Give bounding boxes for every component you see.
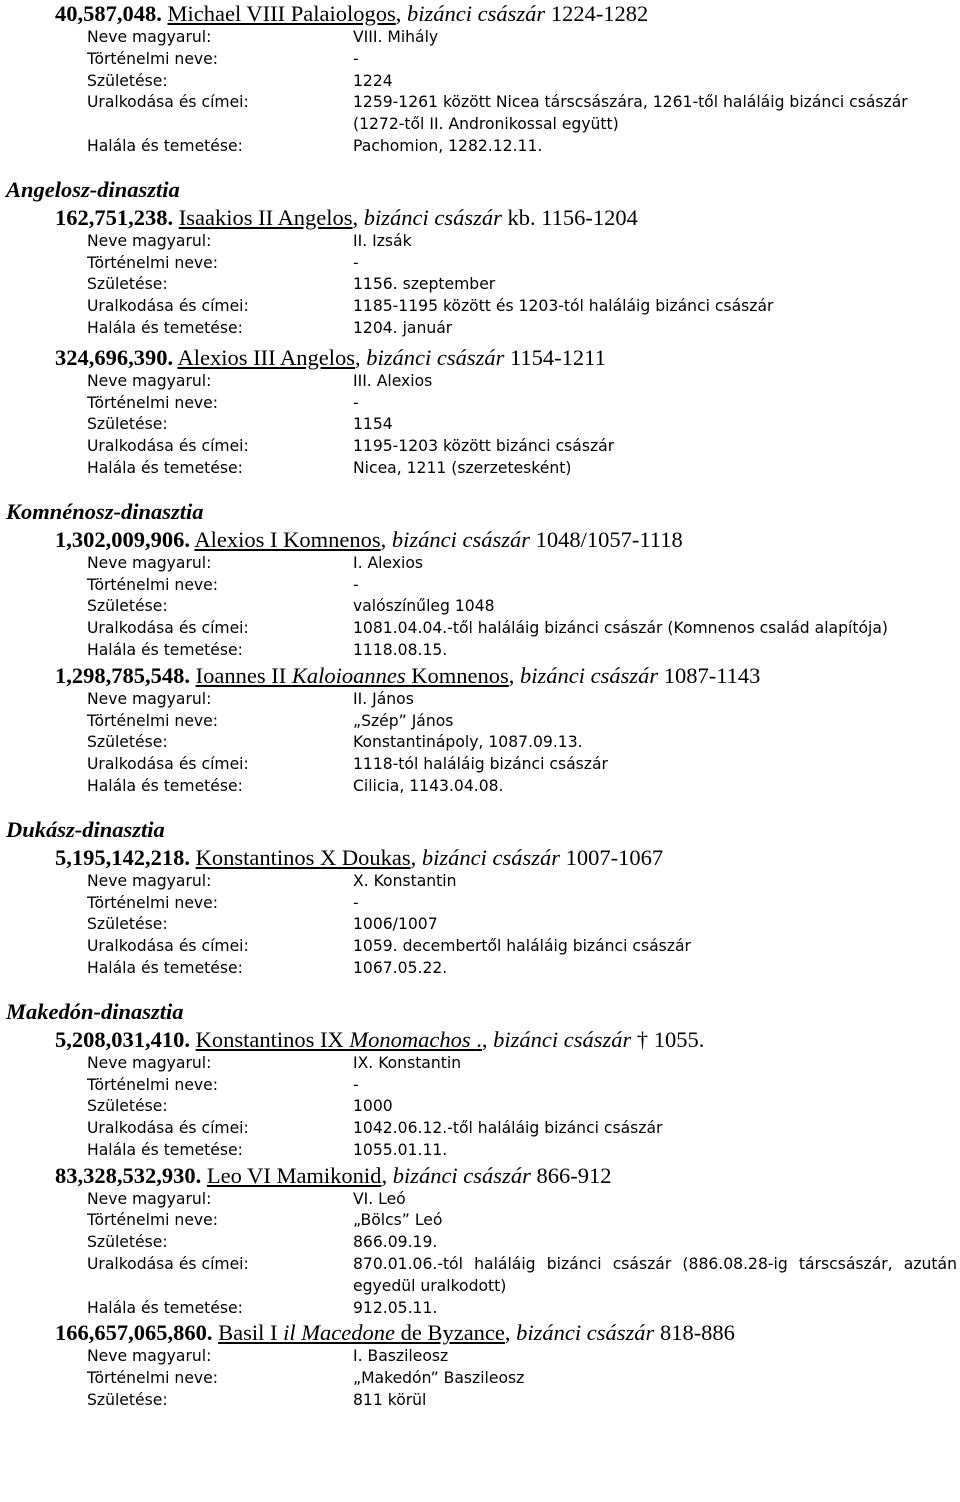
field-szuletese: [87, 1096, 957, 1118]
entry-heading: [55, 204, 960, 231]
field-value: II. János: [353, 689, 414, 708]
field-tortenelmi: [87, 575, 957, 597]
field-value: VIII. Mihály: [353, 28, 439, 46]
field-szuletese: [87, 914, 957, 936]
entry-name-link[interactable]: [218, 1320, 505, 1345]
entry-years: kb. 1156-1204: [501, 204, 638, 230]
field-neve: [87, 689, 957, 711]
field-label: Halála és temetése:: [87, 640, 243, 659]
field-label: Születése:: [87, 415, 168, 434]
entry-name-part: Komnenos: [411, 662, 509, 688]
field-label: Halála és temetése:: [87, 1140, 243, 1159]
entry-heading: [55, 0, 960, 27]
field-label: Neve magyarul:: [87, 1347, 212, 1366]
field-szuletese: [87, 1390, 957, 1412]
field-value: I. Alexios: [353, 553, 424, 572]
field-value: 1059. decembertől haláláig bizánci császár: [353, 937, 691, 956]
entry-name-part: Konstantinos IX: [195, 1026, 350, 1052]
field-label: Születése:: [87, 597, 168, 616]
entry-heading: [55, 662, 960, 689]
entry-name-link[interactable]: [196, 1027, 482, 1052]
entry-years: 1087-1143: [658, 662, 761, 688]
field-label: Történelmi neve:: [87, 575, 218, 594]
entry-separator: ,: [380, 526, 392, 552]
field-value: 866.09.19.: [353, 1233, 438, 1252]
field-value: 1118.08.15.: [353, 640, 448, 659]
field-label: Neve magyarul:: [87, 871, 212, 890]
field-label: Uralkodása és címei:: [87, 1119, 249, 1138]
field-szuletese: [87, 414, 957, 436]
field-label: Történelmi neve:: [87, 1369, 218, 1388]
entry-separator: ,: [352, 204, 364, 230]
dynasty-heading: Komnénosz-dinasztia: [6, 498, 204, 524]
field-uralkodasa: [87, 1118, 957, 1140]
entry-separator: ,: [508, 662, 520, 688]
field-label: Halála és temetése:: [87, 1298, 243, 1317]
field-halala: [87, 958, 957, 980]
field-label: Halála és temetése:: [87, 776, 243, 795]
entry-years: 866-912: [530, 1162, 612, 1188]
entry-number: 1,302,009,906.: [55, 526, 190, 552]
entry-heading: [55, 1162, 960, 1189]
field-value: -: [353, 49, 359, 68]
entry-name-part: .: [476, 1026, 482, 1052]
entry-title: bizánci császár: [366, 344, 505, 370]
field-halala: [87, 1140, 957, 1162]
field-halala: [87, 318, 957, 340]
field-label: Születése:: [87, 1391, 168, 1410]
field-label: Történelmi neve:: [87, 49, 218, 68]
dynasty-heading: Makedón-dinasztia: [6, 998, 184, 1024]
field-value: Cilicia, 1143.04.08.: [353, 776, 504, 795]
field-value: 1000: [353, 1097, 393, 1116]
dynasty-heading: Dukász-dinasztia: [6, 816, 165, 842]
field-value: -: [353, 253, 359, 272]
field-value: 811 körül: [353, 1391, 427, 1410]
field-value: IX. Konstantin: [353, 1053, 462, 1072]
field-value: II. Izsák: [353, 231, 412, 250]
field-label: Neve magyarul:: [87, 1053, 212, 1072]
field-label: Uralkodása és címei:: [87, 297, 249, 316]
field-label: Születése:: [87, 1097, 168, 1116]
entry-heading: [55, 1026, 960, 1053]
field-label: Történelmi neve:: [87, 1075, 218, 1094]
field-label: Neve magyarul:: [87, 1189, 212, 1208]
field-uralkodasa: [87, 436, 957, 458]
entry-years: 818-886: [654, 1320, 735, 1346]
field-value: 912.05.11.: [353, 1298, 438, 1317]
entry-number: 166,657,065,860.: [55, 1320, 213, 1346]
entry-name-part: de Byzance: [400, 1320, 505, 1346]
entry-years: 1048/1057-1118: [530, 526, 683, 552]
field-value: 1118-tól haláláig bizánci császár: [353, 755, 608, 774]
entry-separator: ,: [395, 1, 408, 26]
field-value: 1006/1007: [353, 915, 438, 934]
entry-number: 324,696,390.: [55, 344, 174, 370]
entry-name-part: Ioannes II: [195, 662, 292, 688]
field-tortenelmi: [87, 1368, 957, 1390]
entry-heading: [55, 844, 960, 871]
field-value: VI. Leó: [353, 1189, 406, 1208]
field-label: Születése:: [87, 915, 168, 934]
field-value: I. Baszileosz: [353, 1347, 449, 1366]
field-uralkodasa: [87, 1254, 957, 1298]
field-szuletese: [87, 71, 957, 93]
field-halala: [87, 458, 957, 480]
field-halala: [87, 1298, 957, 1320]
field-label: Halála és temetése:: [87, 958, 243, 977]
dynasty-heading: Angelosz-dinasztia: [6, 176, 180, 202]
field-label: Uralkodása és címei:: [87, 437, 249, 456]
field-szuletese: [87, 596, 957, 618]
field-value: 1055.01.11.: [353, 1140, 448, 1159]
field-label: Történelmi neve:: [87, 253, 218, 272]
entry-number: 1,298,785,548.: [55, 662, 190, 688]
field-tortenelmi: [87, 1075, 957, 1097]
entry-separator: ,: [481, 1026, 494, 1052]
entry-separator: ,: [410, 844, 422, 870]
entry-name-italic: il Macedone: [283, 1320, 401, 1346]
entry-name-link[interactable]: [196, 663, 509, 688]
field-label: Születése:: [87, 275, 168, 294]
field-label: Történelmi neve:: [87, 711, 218, 730]
entry-years: 1007-1067: [560, 844, 664, 870]
field-uralkodasa: [87, 936, 957, 958]
field-value: 1259-1261 között Nicea társcsászára, 1261-től haláláig bizánci császár (1272-től II. Andronikossal együtt): [353, 93, 908, 134]
field-value: -: [353, 1075, 359, 1094]
field-halala: [87, 136, 957, 158]
entry-name-italic: Kaloioannes: [291, 662, 412, 688]
entry-number: 162,751,238.: [55, 204, 174, 230]
field-neve: [87, 371, 957, 393]
field-uralkodasa: [87, 92, 957, 136]
field-uralkodasa: [87, 618, 957, 640]
field-label: Uralkodása és címei:: [87, 937, 249, 956]
field-neve: [87, 1053, 957, 1075]
field-value: 1204. január: [353, 318, 453, 337]
field-label: Neve magyarul:: [87, 553, 212, 572]
field-tortenelmi: [87, 253, 957, 275]
field-neve: [87, 871, 957, 893]
field-szuletese: [87, 732, 957, 754]
field-value: „Makedón” Baszileosz: [353, 1369, 525, 1388]
field-value: 1156. szeptember: [353, 275, 496, 294]
entry-name-link[interactable]: Michael VIII Palaiologos: [167, 1, 396, 26]
field-label: Neve magyarul:: [87, 371, 212, 390]
entry-name-italic: Monomachos: [349, 1026, 477, 1052]
field-value: Konstantinápoly, 1087.09.13.: [353, 733, 583, 752]
field-label: Uralkodása és címei:: [87, 1255, 249, 1274]
entry-title: bizánci császár: [519, 662, 659, 688]
field-tortenelmi: [87, 711, 957, 733]
field-label: Történelmi neve:: [87, 893, 218, 912]
field-label: Születése:: [87, 1233, 168, 1252]
field-label: Uralkodása és címei:: [87, 93, 249, 112]
field-value: -: [353, 393, 359, 412]
entry-name-link[interactable]: Alexios III Angelos: [177, 344, 355, 370]
field-value: valószínűleg 1048: [353, 597, 495, 616]
field-value: 1224: [353, 71, 393, 90]
field-label: Születése:: [87, 733, 168, 752]
entry-years: 1224-1282: [545, 1, 649, 26]
entry-title: bizánci császár: [392, 1162, 531, 1188]
entry-title: bizánci császár: [516, 1320, 655, 1346]
field-halala: [87, 776, 957, 798]
field-neve: [87, 1346, 957, 1368]
field-label: Történelmi neve:: [87, 1211, 218, 1230]
entry-title: bizánci császár: [391, 526, 531, 552]
field-value: III. Alexios: [353, 371, 433, 390]
entry-years: 1154-1211: [504, 344, 606, 370]
entry-years: † 1055.: [631, 1026, 705, 1052]
field-value: 1154: [353, 415, 393, 434]
field-value: -: [353, 893, 359, 912]
entry-heading: [55, 1319, 960, 1346]
entry-name-link[interactable]: Leo VI Mamikonid: [206, 1162, 382, 1188]
field-value: „Szép” János: [353, 711, 454, 730]
entry-title: bizánci császár: [421, 844, 561, 870]
entry-separator: ,: [355, 344, 367, 370]
field-uralkodasa: [87, 296, 957, 318]
field-neve: [87, 1189, 957, 1211]
field-value: 1067.05.22.: [353, 958, 448, 977]
entry-separator: ,: [504, 1320, 517, 1346]
field-label: Neve magyarul:: [87, 231, 212, 250]
field-neve: [87, 553, 957, 575]
entry-number: 5,195,142,218.: [55, 844, 190, 870]
field-value: 1081.04.04.-től haláláig bizánci császár (Komnenos család alapítója): [353, 619, 888, 638]
field-uralkodasa: [87, 754, 957, 776]
entry-title: bizánci császár: [363, 204, 502, 230]
field-label: Halála és temetése:: [87, 136, 243, 155]
field-tortenelmi: [87, 49, 957, 71]
field-value: „Bölcs” Leó: [353, 1211, 443, 1230]
entry-name-link[interactable]: Alexios I Komnenos: [194, 526, 381, 552]
entry-name-link[interactable]: Isaakios II Angelos: [178, 204, 353, 230]
entry-number: 40,587,048.: [55, 1, 162, 26]
entry-number: 5,208,031,410.: [55, 1026, 190, 1052]
field-neve: [87, 231, 957, 253]
field-label: Neve magyarul:: [87, 28, 212, 46]
field-value: X. Konstantin: [353, 871, 457, 890]
field-label: Uralkodása és címei:: [87, 619, 249, 638]
field-label: Halála és temetése:: [87, 318, 243, 337]
field-value: Pachomion, 1282.12.11.: [353, 136, 543, 155]
entry-title: bizánci császár: [407, 1, 546, 26]
field-value: Nicea, 1211 (szerzetesként): [353, 458, 572, 477]
field-value: 1185-1195 között és 1203-tól haláláig bizánci császár: [353, 297, 774, 316]
entry-name-part: Basil I: [218, 1320, 284, 1346]
entry-separator: ,: [381, 1162, 393, 1188]
entry-title: bizánci császár: [493, 1026, 632, 1052]
field-szuletese: [87, 274, 957, 296]
field-szuletese: [87, 1232, 957, 1254]
entry-heading: [55, 344, 960, 371]
entry-name-link[interactable]: Konstantinos X Doukas: [195, 844, 411, 870]
entry-heading: [55, 526, 960, 553]
field-tortenelmi: [87, 893, 957, 915]
field-value: -: [353, 575, 359, 594]
field-value: 870.01.06.-tól haláláig bizánci császár (886.08.28-ig társcsászár, azután egyedül uralkodott): [353, 1255, 957, 1295]
entry-number: 83,328,532,930.: [55, 1162, 202, 1188]
field-value: 1195-1203 között bizánci császár: [353, 437, 615, 456]
field-neve: [87, 27, 957, 49]
field-label: Uralkodása és címei:: [87, 755, 249, 774]
field-tortenelmi: [87, 393, 957, 415]
field-value: 1042.06.12.-től haláláig bizánci császár: [353, 1119, 663, 1138]
field-halala: [87, 640, 957, 662]
field-label: Születése:: [87, 71, 168, 90]
field-label: Történelmi neve:: [87, 393, 218, 412]
field-label: Neve magyarul:: [87, 689, 212, 708]
field-label: Halála és temetése:: [87, 458, 243, 477]
field-tortenelmi: [87, 1210, 957, 1232]
